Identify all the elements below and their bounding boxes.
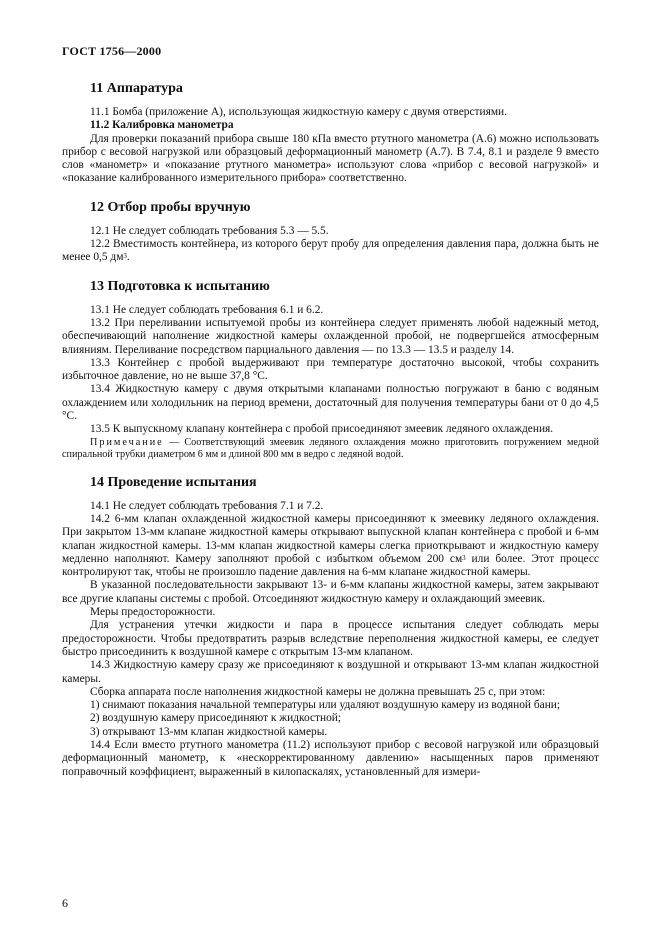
list-item-3: 3) открывают 13-мм клапан жидкостной камеры. bbox=[90, 725, 328, 738]
paragraph-11-1: 11.1 Бомба (приложение А), использующая жидкостную камеру с двумя отверстиями. bbox=[90, 106, 507, 118]
paragraph-13-1: 13.1 Не следует соблюдать требования 6.1 и 6.2. bbox=[90, 303, 324, 316]
section-12-title: 12 Отбор пробы вручную bbox=[90, 199, 251, 215]
paragraph-12-1: 12.1 Не следует соблюдать требования 5.3 — 5.5. bbox=[90, 224, 329, 237]
paragraph-14-3: 14.3 Жидкостную камеру сразу же присоединяют к воздушной и открывают 13-мм клапан жидкостной камеры. bbox=[62, 659, 599, 685]
list-item-1: 1) снимают показания начальной температуры или удаляют воздушную камеру из водяной бани; bbox=[90, 699, 561, 712]
paragraph-12-2 bbox=[62, 238, 599, 265]
paragraph-14-2-close: В указанной последовательности закрывают 13- и 6-мм клапаны жидкостной камеры, затем закрывают все другие клапаны системы с пробой. Отсоединяют жидкостную камеру и охлаждающий змеевик. bbox=[62, 579, 599, 605]
note bbox=[62, 437, 599, 461]
paragraph-13-4: 13.4 Жидкостную камеру с двумя открытыми клапанами полностью погружают в баню с водяным охлаждением или холодильник на период времени, достаточный для получения температуры бани от 0 до 4,5 °С. bbox=[62, 383, 599, 423]
paragraph-11-2-text: Для проверки показаний прибора свыше 180 кПа вместо ртутного манометра (А.6) можно использовать прибор с весовой нагрузкой или образцовый деформационный манометр (А.7). В 7.4, 8.1 и разделе 9 вместо слов «манометр» и «показание ртутного манометра» используют слова «прибор с весовой нагрузкой» и «показание калиброванного измерительного прибора» соответственно. bbox=[62, 132, 599, 185]
paragraph-14-1: 14.1 Не следует соблюдать требования 7.1 и 7.2. bbox=[90, 499, 324, 512]
paragraph-12-2-text: 12.2 Вместимость контейнера, из которого берут пробу для определения давления пара, должна быть не менее 0,5 дм bbox=[62, 238, 599, 264]
note-label: Примечание bbox=[90, 436, 164, 448]
assembly-text: Сборка аппарата после наполнения жидкостной камеры не должна превышать 25 с, при этом: bbox=[90, 685, 546, 698]
page-number: 6 bbox=[62, 896, 68, 910]
paragraph-14-2 bbox=[62, 513, 599, 579]
section-11-title: 11 Аппаратура bbox=[90, 81, 183, 96]
paragraph-13-3: 13.3 Контейнер с пробой выдерживают при температуре достаточно высокой, чтобы сохранить избыточное давление, но не выше 37,8 °С. bbox=[62, 356, 599, 383]
paragraph-13-2: 13.2 При переливании испытуемой пробы из контейнера следует применять любой надежный метод, обеспечивающий наполнение жидкостной камеры охлажденной пробой, не подвергшейся атмосферным влияниям. Переливание посредством парциального давления — по 13.3 — 13.5 и разделу 14. bbox=[62, 316, 599, 356]
subheading-11-2: 11.2 Калибровка манометра bbox=[90, 119, 234, 132]
paragraph-14-4: 14.4 Если вместо ртутного манометра (11.2) используют прибор с весовой нагрузкой или образцовый деформационный манометр, к «нескорректированному давлению» насыщенных паров применяют поправочный коэффициент, выраженный в килопаскалях, установленный для измери- bbox=[62, 738, 599, 778]
precautions-heading: Меры предосторожности. bbox=[90, 606, 216, 619]
page-content bbox=[62, 70, 599, 779]
note-text: — Соответствующий змеевик ледяного охлаждения можно приготовить погружением медной спиральной трубки диаметром 6 мм и длиной 800 мм в ведро с ледяной водой. bbox=[62, 436, 599, 460]
running-header: ГОСТ 1756—2000 bbox=[62, 44, 162, 58]
paragraph-14-2-end: или более. Этот процесс контролируют так, чтобы не произошло падение давления на 6-мм клапане жидкостной камеры. bbox=[62, 552, 599, 579]
section-13-title: 13 Подготовка к испытанию bbox=[90, 278, 270, 294]
paragraph-12-2-end: . bbox=[126, 251, 130, 264]
superscript-3: 3 bbox=[462, 553, 466, 562]
superscript-3: 3 bbox=[123, 252, 127, 261]
paragraph-14-2-text: 14.2 6-мм клапан охлажденной жидкостной камеры присоединяют к змеевику ледяного охлаждения. При закрытом 13-мм клапане жидкостной камеры открывают выпускной клапан контейнера с пробой и 6-мм клапан жидкостной камеры. 13-мм клапан жидкостной камеры слегка приоткрывают и жидкостную камеру медленно наполняют. Камеру заполняют пробой с избытком объемом 200 см bbox=[62, 512, 599, 565]
paragraph-13-5: 13.5 К выпускному клапану контейнера с пробой присоединяют змеевик ледяного охлаждения. bbox=[90, 423, 554, 436]
section-14-title: 14 Проведение испытания bbox=[90, 474, 257, 490]
list-item-2: 2) воздушную камеру присоединяют к жидкостной; bbox=[90, 712, 342, 725]
precautions-text: Для устранения утечки жидкости и пара в процессе испытания следует соблюдать меры предосторожности. Чтобы предотвратить разрыв вследствие переполнения жидкостной камеры, ее следует быстро присоединить к воздушной камере с открытым 13-мм клапаном. bbox=[62, 619, 599, 658]
